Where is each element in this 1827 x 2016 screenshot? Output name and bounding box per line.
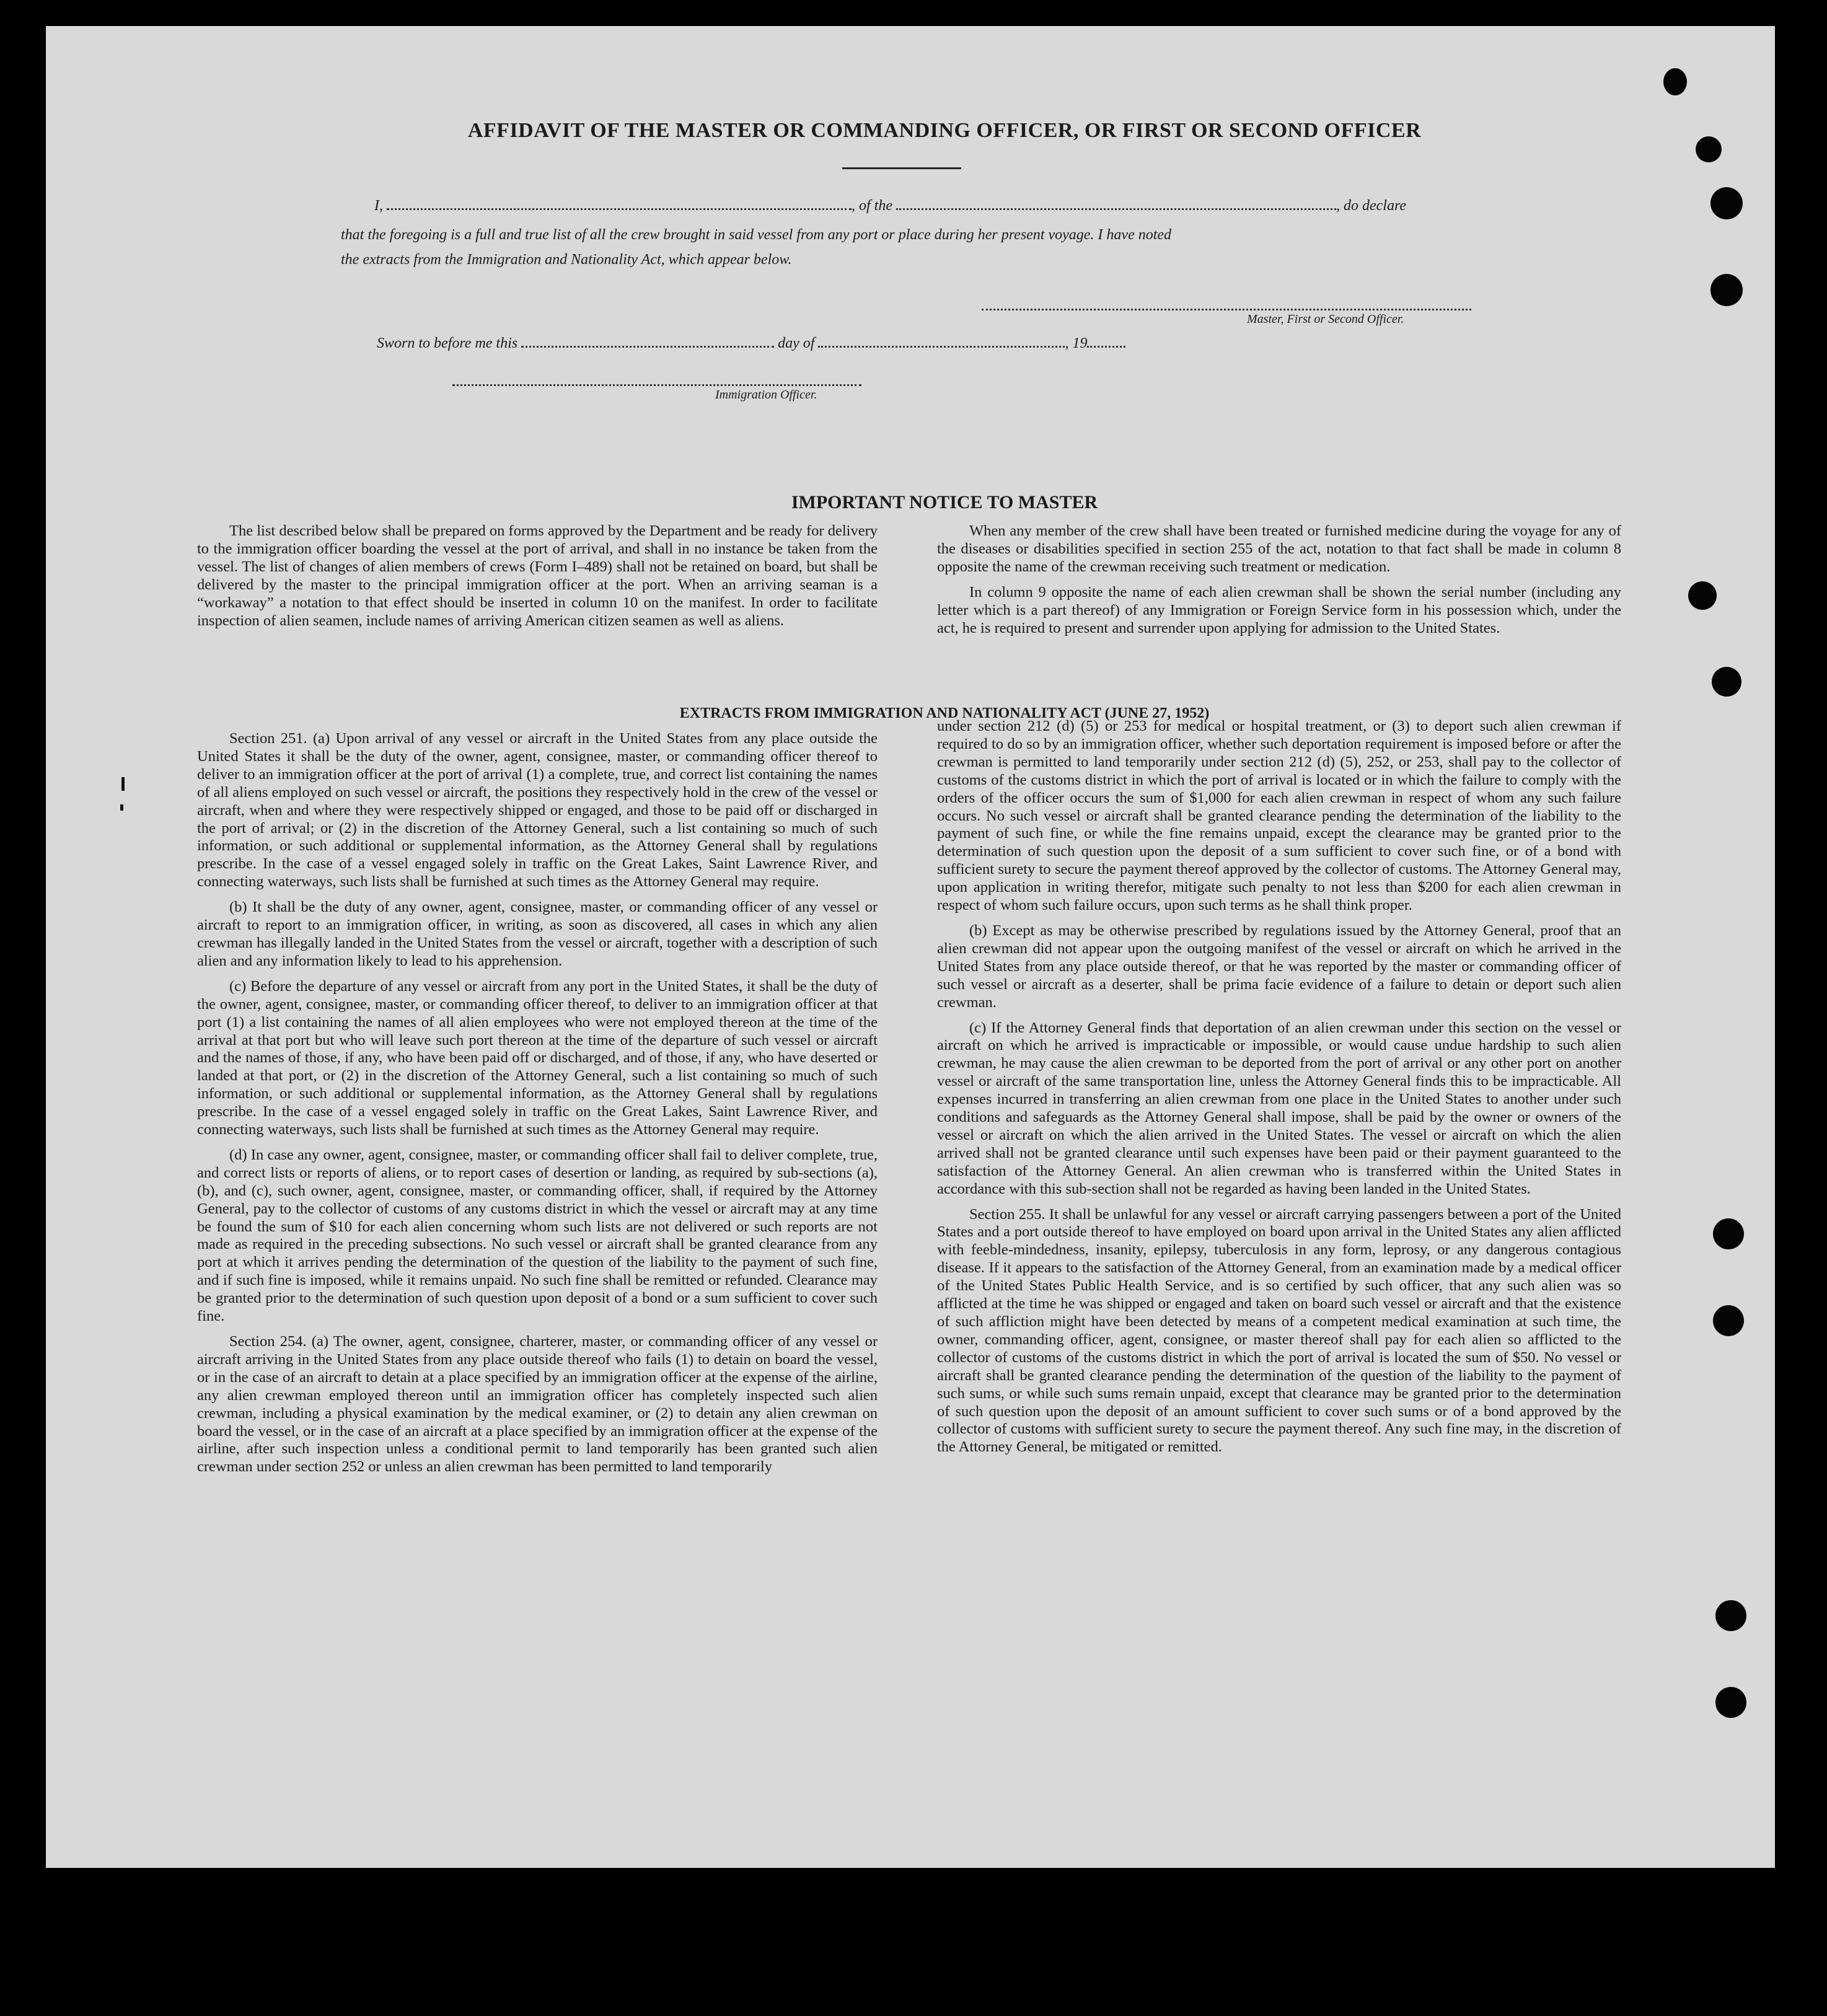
affidavit-title: AFFIDAVIT OF THE MASTER OR COMMANDING OFFICER, OR FIRST OR SECOND OFFICER: [467, 119, 1422, 142]
notice-left-column: [197, 522, 878, 637]
master-signature-label: Master, First or Second Officer.: [1247, 312, 1404, 326]
affidavit-of-the: , of the: [852, 198, 892, 214]
punch-hole: [1688, 581, 1717, 610]
master-signature-line[interactable]: [982, 309, 1471, 310]
extract-paragraph: (b) It shall be the duty of any owner, agent, consignee, master, or commanding officer of any vessel or aircraft to report to an immigration officer, in writing, as soon as discovered, all cases in which any alien crewman has illegally landed in the United States from the vessel or aircraft, together with a description of such alien and any information likely to lead to his apprehension.: [197, 899, 878, 969]
punch-hole: [1713, 1218, 1744, 1249]
sworn-line: [377, 335, 1125, 352]
sworn-year-field[interactable]: [1087, 335, 1125, 348]
sworn-day-field[interactable]: [521, 335, 774, 348]
ink-speck: [121, 777, 125, 791]
punch-hole: [1663, 68, 1687, 95]
extract-paragraph: Section 255. It shall be unlawful for any vessel or aircraft carrying passengers between a port of the United States and a port outside thereof to have employed on board upon arrival in the United States any alien afflicted with feeble-mindedness, insanity, epilepsy, tuberculosis in any form, leprosy, or any dangerous contagious disease. If it appears to the satisfaction of the Attorney General, from an examination made by a medical officer of the United States Public Health Service, and is so certified by such officer, that any such alien was so afflicted at the time he was shipped or engaged and taken on board such vessel or aircraft and that the existence of such affliction might have been detected by means of a competent medical examination at such time, the owner, commanding officer, agent, consignee, or master thereof shall pay for each alien so afflicted to the collector of customs of the customs district in which the port of arrival is located the sum of $50. No vessel or aircraft shall be granted clearance pending the determination of the question of the liability to the payment of such sums, or while such sums remain unpaid, except that clearance may be granted prior to the determination of such question upon the deposit of an amount sufficient to cover such sums or of a bond approved by the collector of customs with sufficient surety to secure the payment thereof. Any such fine may, in the discretion of the Attorney General, be mitigated or remitted.: [937, 1205, 1621, 1456]
officer-signature-line[interactable]: [452, 384, 861, 386]
extract-paragraph: Section 254. (a) The owner, agent, consignee, charterer, master, or commanding officer of any vessel or aircraft arriving in the United States from any place outside thereof who fails (1) to detain on board the vessel, or in the case of an aircraft to detain at a place specified by an immigration officer at the expense of the airline, any alien crewman employed thereon until an immigration officer has completely inspected such alien crewman, including a physical examination by the medical examiner, or (2) to detain any alien crewman on board the vessel, or in the case of an aircraft at a place specified by an immigration officer at the expense of the airline, after such inspection unless a conditional permit to land temporarily has been granted such alien crewman under section 252 or unless an alien crewman has been permitted to land temporarily: [197, 1333, 878, 1476]
affidavit-line-2: that the foregoing is a full and true list of all the crew brought in said vessel from any port or place during her present voyage. I have noted: [341, 227, 1172, 243]
extract-paragraph: (c) If the Attorney General finds that deportation of an alien crewman under this section on the vessel or aircraft on which he arrived is impracticable or impossible, or would cause undue hardship to such alien crewman, he may cause the alien crewman to be deported from the port of arrival or any other port on another vessel or aircraft of the same transportation line, unless the Attorney General finds this to be impracticable. All expenses incurred in transferring an alien crewman from one place in the United States to another under such conditions and safeguards as the Attorney General shall impose, shall be paid by the owner or owners of the vessel or aircraft on which the alien arrived in the United States. The vessel or aircraft on which the alien arrived shall not be granted clearance until such expenses have been paid or their payment guaranteed to the satisfaction of the Attorney General. An alien crewman who is transferred within the United States in accordance with this sub-section shall not be regarded as having been landed in the United States.: [937, 1019, 1621, 1197]
punch-hole: [1715, 1687, 1746, 1718]
affidavit-line-1: [374, 197, 1406, 214]
punch-hole: [1712, 667, 1741, 697]
name-field[interactable]: [387, 197, 852, 210]
document-page: [46, 26, 1775, 1868]
notice-paragraph: In column 9 opposite the name of each alien crewman shall be shown the serial number (including any letter which is a part thereof) of any Immigration or Foreign Service form in his possession which, under the act, he is required to present and surrender upon applying for admission to the United States.: [937, 584, 1621, 636]
extract-paragraph: (d) In case any owner, agent, consignee, master, or commanding officer shall fail to deliver complete, true, and correct lists or reports of aliens, or to report cases of desertion or landing, as required by sub-sections (a), (b), and (c), such owner, agent, consignee, master, or commanding officer, shall, if required by the Attorney General, pay to the collector of customs of any customs district in which the vessel or aircraft may at any time be found the sum of $10 for each alien concerning whom such lists are not delivered or such reports are not made as required in the preceding subsections. No such vessel or aircraft shall be granted clearance from any port at which it arrives pending the determination of the question of the liability to the payment of such fine, and if such fine is imposed, while it remains unpaid. No such fine shall be remitted or refunded. Clearance may be granted prior to the determination of such question upon deposit of a bond or a sum sufficient to cover such fine.: [197, 1146, 878, 1325]
notice-paragraph: The list described below shall be prepared on forms approved by the Department and be ready for delivery to the immigration officer boarding the vessel at the port of arrival, and shall in no instance be taken from the vessel. The list of changes of alien members of crews (Form I–489) shall not be retained on board, but shall be delivered by the master to the principal immigration officer at the port. When an arriving seaman is a “workaway” a notation to that effect should be inserted in column 10 on the manifest. In order to facilitate inspection of alien seamen, include names of arriving American citizen seamen as well as aliens.: [197, 522, 878, 629]
year-label: , 19: [1065, 335, 1088, 351]
punch-hole: [1710, 187, 1743, 219]
extracts-left-column: [197, 730, 878, 1484]
notice-right-column: [937, 522, 1621, 645]
ink-speck: [120, 804, 123, 811]
punch-hole: [1715, 1600, 1746, 1631]
notice-paragraph: When any member of the crew shall have been treated or furnished medicine during the voyage for any of the diseases or disabilities specified in section 255 of the act, notation to that fact shall be made in column 8 opposite the name of the crewman receiving such treatment or medication.: [937, 522, 1621, 575]
day-of-label: day of: [778, 335, 815, 351]
sworn-month-field[interactable]: [818, 335, 1065, 348]
affidavit-do-declare: , do declare: [1336, 198, 1407, 214]
punch-hole: [1710, 274, 1743, 306]
extract-paragraph: Section 251. (a) Upon arrival of any vessel or aircraft in the United States from any place outside the United States it shall be the duty of the owner, agent, consignee, master, or commanding officer thereof to deliver to an immigration officer at the port of arrival (1) a complete, true, and correct list containing the names of all aliens employed on such vessel or aircraft, the positions they respectively hold in the crew of the vessel or aircraft, when and where they were respectively shipped or engaged, and those to be paid off or discharged in the port of arrival; or (2) in the discretion of the Attorney General, such a list containing so much of such information, or such additional or supplemental information, as the Attorney General shall by regulations prescribe. In the case of a vessel engaged solely in traffic on the Great Lakes, Saint Lawrence River, and connecting waterways, such lists shall be furnished at such times as the Attorney General may require.: [197, 730, 878, 891]
punch-hole: [1713, 1305, 1744, 1336]
extract-paragraph: (c) Before the departure of any vessel or aircraft from any port in the United States, it shall be the duty of the owner, agent, consignee, master, or commanding officer thereof, to deliver to an immigration officer at that port (1) a list containing the names of all alien employees who were not employed thereon at the time of the arrival at that port but who will leave such port thereon at the time of the departure of such vessel or aircraft and the names of those, if any, who have been paid off or discharged, and of those, if any, who have deserted or landed at that port, or (2) in the discretion of the Attorney General, such a list containing so much of such information, or such additional or supplemental information, as the Attorney General shall by regulations prescribe. In the case of a vessel engaged solely in traffic on the Great Lakes, Saint Lawrence River, and connecting waterways, such lists shall be furnished at such times as the Attorney General may require.: [197, 977, 878, 1138]
extracts-right-column: [937, 718, 1621, 1464]
affidavit-i: I,: [374, 198, 383, 214]
affidavit-line-3: the extracts from the Immigration and Nationality Act, which appear below.: [341, 252, 792, 268]
title-rule: [842, 167, 961, 169]
officer-signature-label: Immigration Officer.: [715, 388, 817, 402]
extract-paragraph: (b) Except as may be otherwise prescribed by regulations issued by the Attorney General, proof that an alien crewman did not appear upon the outgoing manifest of the vessel or aircraft on which he arrived in the United States from any place outside thereof, or that he was reported by the master or commanding officer of such vessel or aircraft as a deserter, shall be prima facie evidence of a failure to detain or deport such alien crewman.: [937, 922, 1621, 1011]
notice-title: IMPORTANT NOTICE TO MASTER: [791, 492, 1098, 513]
extracts-title: EXTRACTS FROM IMMIGRATION AND NATIONALITY ACT (JUNE 27, 1952): [679, 705, 1210, 721]
vessel-field[interactable]: [896, 197, 1336, 210]
extract-paragraph: under section 212 (d) (5) or 253 for medical or hospital treatment, or (3) to deport such alien crewman if required to do so by an immigration officer, whether such deportation requirement is imposed before or after the crewman is permitted to land temporarily under section 212 (d) (5), 252, or 253, shall pay to the collector of customs of the customs district in which the port of arrival is located or in which the failure to comply with the orders of the officer occurs the sum of $1,000 for each alien crewman in respect of whom any such failure occurs. No such vessel or aircraft shall be granted clearance pending the determination of the liability to the payment of such fine, or while the fine remains unpaid, except the clearance may be granted prior to the determination of such question upon the deposit of a sum sufficient to cover such fine, or of a bond with sufficient surety to secure the payment thereof approved by the collector of customs. The Attorney General may, upon application in writing therefor, mitigate such penalty to not less than $200 for each alien crewman in respect of whom such failure occurs, upon such terms as he shall think proper.: [937, 718, 1621, 914]
sworn-label: Sworn to before me this: [377, 335, 518, 351]
punch-hole: [1696, 136, 1722, 162]
